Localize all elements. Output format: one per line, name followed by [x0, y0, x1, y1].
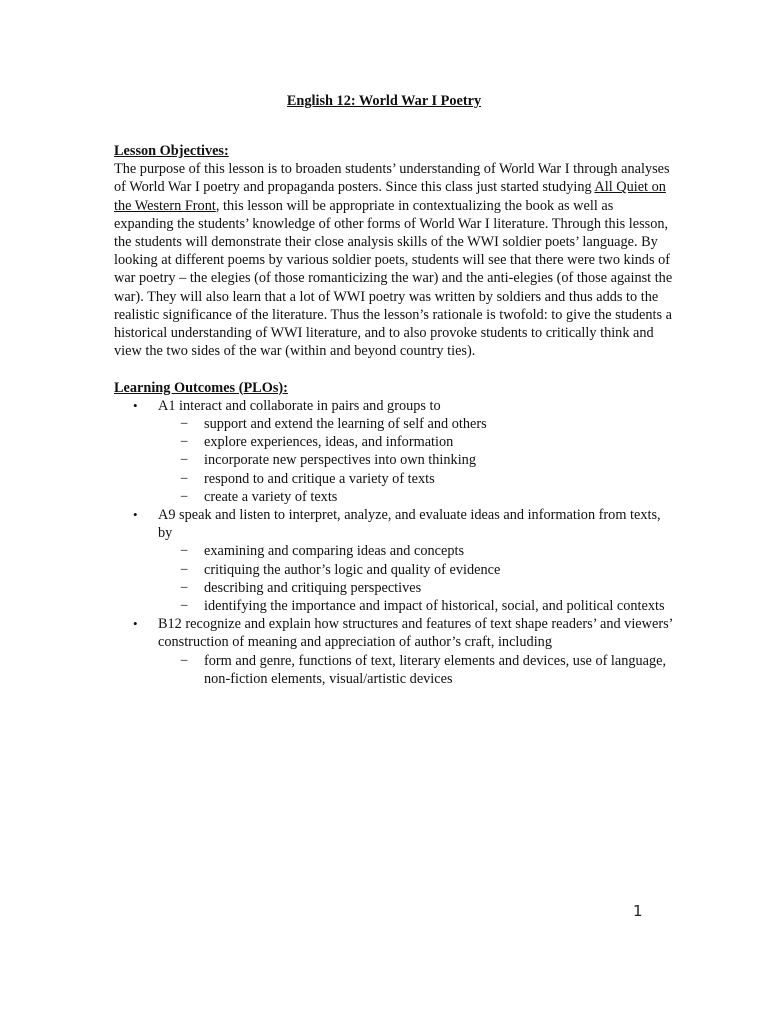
sub-item [158, 542, 674, 560]
sub-item [158, 579, 674, 597]
sub-item-text: identifying the importance and impact of historical, social, and political contexts [204, 598, 665, 615]
outcome-item-a9 [114, 506, 674, 615]
outcome-text: A9 speak and listen to interpret, analyze, and evaluate ideas and information from texts, by [158, 507, 661, 542]
learning-outcomes-heading: Learning Outcomes (PLOs): [114, 379, 288, 396]
objectives-text-after: , this lesson will be appropriate in contextualizing the book as well as expanding the students’ knowledge of other forms of World War I literature. Through this lesson, the students will demonstrate their close analysis skills of the WWI soldier poets’ language. By looking at different poems by various soldier poets, students will see that there were two kinds of war poetry – the elegies (of those romanticizing the war) and the anti-elegies (of those against the war). They will also learn that a lot of WWI poetry was written by soldiers and thus adds to the realistic significance of the literature. Thus the lesson’s rationale is twofold: to give the students a historical understanding of WWI literature, and to also provoke students to critically think and view the two sides of the war (within and beyond country ties). [114, 197, 673, 360]
dash-icon: − [180, 652, 189, 669]
section-spacer [114, 360, 674, 378]
sub-item-text: describing and critiquing perspectives [204, 579, 422, 596]
sub-item [158, 433, 674, 451]
outcome-text: B12 recognize and explain how structures and features of text shape readers’ and viewers’ construction of meaning and appreciation of author’s craft, including [158, 616, 673, 651]
dash-icon: − [180, 561, 189, 578]
sub-item-text: examining and comparing ideas and concepts [204, 543, 465, 560]
bullet-icon: • [133, 397, 138, 413]
sub-item-text: support and extend the learning of self and others [204, 416, 487, 433]
dash-icon: − [180, 543, 189, 560]
dash-icon: − [180, 434, 189, 451]
sub-item [158, 597, 674, 615]
bullet-icon: • [133, 616, 138, 632]
dash-icon: − [180, 598, 189, 615]
outcome-sublist [158, 415, 674, 506]
page-number: 1 [633, 902, 643, 920]
outcome-item-a1 [114, 397, 674, 506]
outcome-item-b12 [114, 615, 674, 688]
outcome-sublist [158, 542, 674, 615]
objectives-text-before: The purpose of this lesson is to broaden students’ understanding of World War I through analyses of World War I poetry and propaganda posters. Since this class just started studying [114, 161, 670, 196]
outcome-sublist [158, 652, 674, 688]
lesson-objectives-heading: Lesson Objectives: [114, 143, 229, 159]
dash-icon: − [180, 452, 189, 469]
dash-icon: − [180, 488, 189, 505]
document-body [114, 142, 674, 688]
dash-icon: − [180, 416, 189, 433]
sub-item-text: create a variety of texts [204, 488, 338, 505]
document-title: English 12: World War I Poetry [286, 93, 482, 109]
sub-item [158, 451, 674, 469]
outcomes-list [114, 397, 674, 688]
book-title: All Quiet on the Western Front [114, 179, 666, 214]
sub-item [158, 488, 674, 506]
sub-item-text: respond to and critique a variety of texts [204, 470, 435, 487]
sub-item-text: explore experiences, ideas, and information [204, 434, 454, 451]
dash-icon: − [180, 579, 189, 596]
sub-item-text: form and genre, functions of text, literary elements and devices, use of language, non-fiction elements, visual/artistic devices [204, 652, 667, 687]
bullet-icon: • [133, 507, 138, 523]
sub-item-text: critiquing the author’s logic and quality of evidence [204, 561, 501, 578]
sub-item [158, 561, 674, 579]
sub-item [158, 652, 674, 688]
lesson-objectives-paragraph [114, 160, 674, 360]
sub-item [158, 470, 674, 488]
sub-item [158, 415, 674, 433]
outcome-text: A1 interact and collaborate in pairs and groups to [158, 397, 441, 414]
dash-icon: − [180, 470, 189, 487]
sub-item-text: incorporate new perspectives into own thinking [204, 452, 476, 469]
